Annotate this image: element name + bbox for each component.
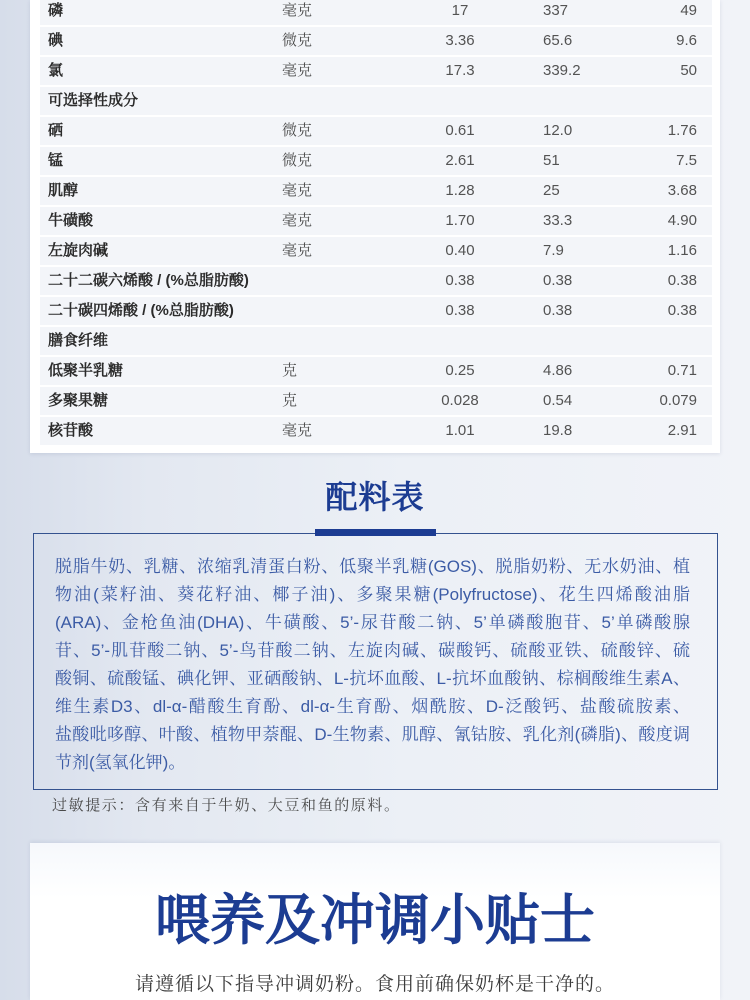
nutrient-unit: 毫克 [282,2,313,19]
ingredients-line: 节剂(氢氧化钾)。 [55,753,186,772]
value-col-3: 4.90 [667,212,697,229]
value-col-2: 51 [543,152,560,169]
nutrient-name: 核苷酸 [48,422,94,439]
nutrient-row [40,237,712,267]
value-col-3: 50 [680,62,697,79]
section-label: 可选择性成分 [48,92,139,109]
value-col-1: 3.36 [445,32,475,49]
value-col-2: 25 [543,182,560,199]
ingredients-line: 酸铜、硫酸锰、碘化钾、亚硒酸钠、L-抗坏血酸、L-抗坏血酸钠、棕榈酸维生素A、 [55,669,690,688]
nutrient-unit: 毫克 [282,212,313,229]
allergy-note: 过敏提示：含有来自于牛奶、大豆和鱼的原料。 [52,797,401,814]
value-col-2: 65.6 [543,32,573,49]
nutrient-name: 低聚半乳糖 [48,362,124,379]
value-col-3: 49 [680,2,697,19]
nutrient-unit: 毫克 [282,62,313,79]
value-col-2: 19.8 [543,422,573,439]
value-col-3: 1.76 [667,122,697,139]
value-col-2: 0.38 [543,302,573,319]
nutrient-unit: 微克 [282,32,313,49]
nutrient-row [40,267,712,297]
value-col-2: 7.9 [543,242,564,259]
value-col-3: 9.6 [676,32,697,49]
ingredients-line: 盐酸吡哆醇、叶酸、植物甲萘醌、D-生物素、肌醇、氰钴胺、乳化剂(磷脂)、酸度调 [55,725,690,744]
nutrient-row [40,57,712,87]
tips-intro: 请遵循以下指导冲调奶粉。食用前确保奶杯是干净的。 [134,974,615,995]
nutrient-row [40,0,712,27]
ingredients-line: 维生素D3、dl-α-醋酸生育酚、dl-α-生育酚、烟酰胺、D-泛酸钙、盐酸硫胺素、 [55,697,690,716]
value-col-2: 33.3 [543,212,573,229]
section-label: 膳食纤维 [48,332,109,349]
value-col-3: 0.71 [667,362,697,379]
value-col-1: 0.028 [441,392,479,409]
nutrient-row [40,417,712,447]
nutrient-name: 二十二碳六烯酸 / (%总脂肪酸) [48,272,249,289]
value-col-1: 0.38 [445,302,475,319]
nutrition-table-panel [30,0,720,453]
nutrient-name: 左旋肉碱 [48,242,109,259]
nutrient-row [40,357,712,387]
tips-title: 喂养及冲调小贴士 [154,889,595,951]
nutrient-unit: 微克 [282,152,313,169]
value-col-1: 2.61 [445,152,475,169]
nutrient-unit: 毫克 [282,242,313,259]
ingredients-line: 脱脂牛奶、乳糖、浓缩乳清蛋白粉、低聚半乳糖(GOS)、脱脂奶粉、无水奶油、植 [55,557,690,576]
nutrient-name: 碘 [48,32,64,49]
value-col-1: 17 [451,2,469,19]
value-col-1: 1.70 [445,212,475,229]
value-col-2: 337 [543,2,569,19]
value-col-2: 0.38 [543,272,573,289]
nutrient-name: 牛磺酸 [48,212,94,229]
section-header-row [40,87,712,117]
ingredients-line: 苷、5’-肌苷酸二钠、5’-鸟苷酸二钠、左旋肉碱、碳酸钙、硫酸亚铁、硫酸锌、硫 [55,641,690,660]
nutrient-row [40,117,712,147]
value-col-3: 0.079 [659,392,697,409]
nutrient-name: 硒 [48,122,64,139]
value-col-2: 0.54 [543,392,573,409]
value-col-3: 1.16 [667,242,697,259]
value-col-2: 4.86 [543,362,573,379]
nutrient-row [40,27,712,57]
ingredients-line: (ARA)、金枪鱼油(DHA)、牛磺酸、5’-尿苷酸二钠、5’单磷酸胞苷、5’单磷酸腺 [55,613,690,632]
nutrient-name: 氯 [48,62,64,79]
value-col-3: 2.91 [667,422,697,439]
nutrient-unit: 毫克 [282,422,313,439]
value-col-1: 0.38 [445,272,475,289]
nutrient-name: 二十碳四烯酸 / (%总脂肪酸) [48,302,234,319]
value-col-1: 0.25 [445,362,475,379]
nutrient-row [40,177,712,207]
nutrient-name: 肌醇 [48,182,79,199]
value-col-1: 1.01 [445,422,475,439]
ingredients-line: 物油(菜籽油、葵花籽油、椰子油)、多聚果糖(Polyfructose)、花生四烯酸油脂 [55,585,690,604]
value-col-1: 0.40 [445,242,475,259]
nutrient-row [40,297,712,327]
value-col-3: 7.5 [676,152,697,169]
nutrient-unit: 克 [282,392,298,409]
value-col-2: 12.0 [543,122,573,139]
tips-panel [30,843,720,1000]
nutrient-unit: 毫克 [282,182,313,199]
value-col-3: 0.38 [667,272,697,289]
nutrient-name: 锰 [48,152,64,169]
value-col-1: 17.3 [445,62,475,79]
nutrient-unit: 微克 [282,122,313,139]
nutrient-row [40,147,712,177]
value-col-1: 1.28 [445,182,475,199]
ingredients-title: 配料表 [325,479,425,515]
value-col-3: 0.38 [667,302,697,319]
value-col-2: 339.2 [543,62,581,79]
ingredients-text [55,553,690,777]
title-underline [315,529,436,536]
nutrient-row [40,207,712,237]
value-col-1: 0.61 [445,122,475,139]
nutrient-unit: 克 [282,362,298,379]
nutrient-name: 多聚果糖 [48,392,109,409]
nutrient-row [40,387,712,417]
value-col-3: 3.68 [667,182,697,199]
section-header-row [40,327,712,357]
nutrition-table [40,0,712,447]
nutrient-name: 磷 [48,2,64,19]
